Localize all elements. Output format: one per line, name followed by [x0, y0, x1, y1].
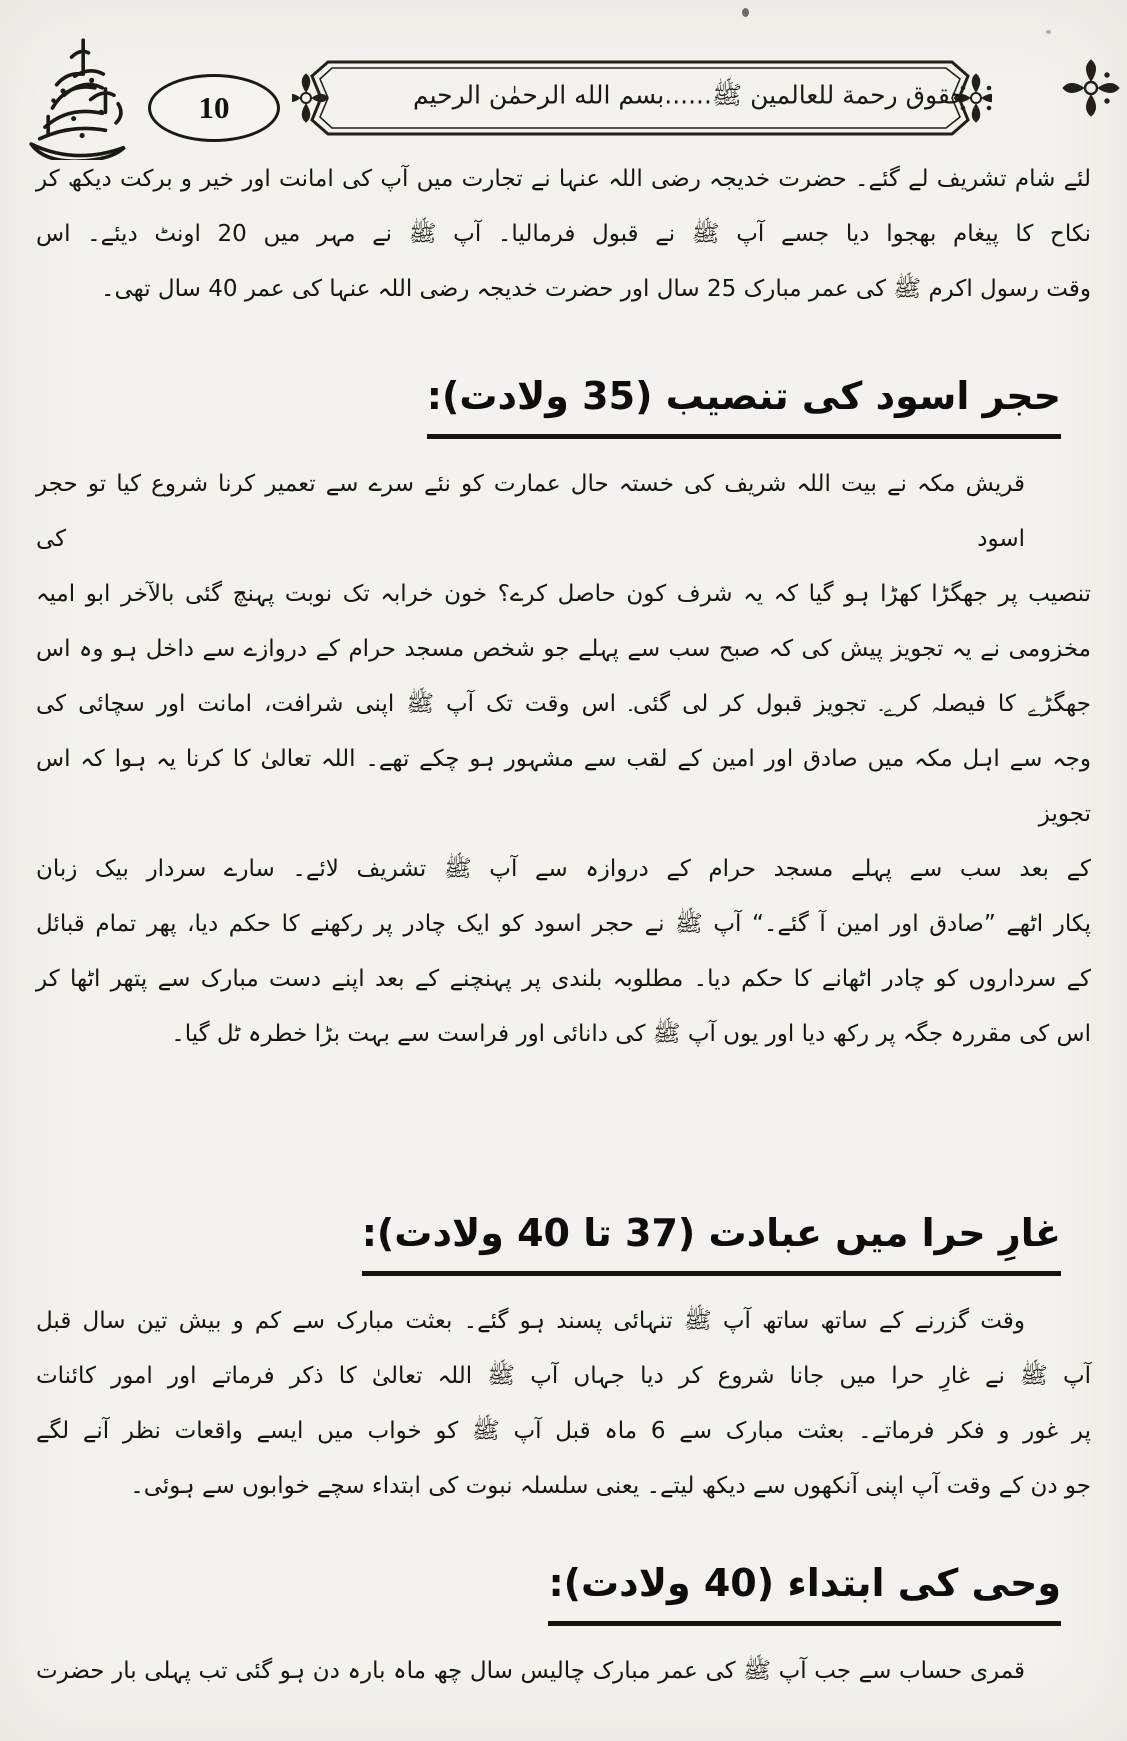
floral-ornament-icon [1051, 56, 1127, 120]
page-number-badge [148, 74, 280, 142]
text-line: جو دن کے وقت آپ اپنی آنکھوں سے دیکھ لیتے۔ یعنی سلسلہ نبوت کی ابتداء سچے خوابوں سے ہوئی۔ [130, 1473, 1091, 1499]
paragraph [36, 457, 1091, 1062]
section-intro [36, 152, 1091, 317]
header-banner [292, 54, 992, 142]
text-line: کے بعد سب سے پہلے مسجد حرام کے دروازہ سے آپ ﷺ تشریف لائے۔ سارے سردار بیک زبان [36, 856, 1091, 882]
text-line: لئے شام تشریف لے گئے۔ حضرت خدیجہ رضی اللہ عنہا نے تجارت میں آپ کی امانت اور خیر و برکت دیکھ کر [36, 166, 1091, 192]
text-line: وجہ سے اہل مکہ میں صادق اور امین کے لقب سے مشہور ہو چکے تھے۔ اللہ تعالیٰ کا کرنا یہ ہوا کہ اس تجویز [36, 746, 1091, 827]
scan-speckle [1046, 30, 1051, 34]
section-ghar-e-hira [36, 1202, 1091, 1514]
text-line: وقت گزرنے کے ساتھ ساتھ آپ ﷺ تنہائی پسند ہو گئے۔ بعثت مبارک سے کم و بیش تین سال قبل [36, 1308, 1025, 1334]
paragraph [36, 152, 1091, 317]
calligraphy-emblem [16, 38, 144, 160]
section-hajr-e-aswad [36, 365, 1091, 1062]
section-heading: وحی کی ابتداء (40 ولادت): [548, 1552, 1061, 1626]
text-line: اس کی مقررہ جگہ پر رکھ دیا اور یوں آپ ﷺ کی دانائی اور فراست سے بہت بڑا خطرہ ٹل گیا۔ [171, 1021, 1091, 1047]
text-line: قمری حساب سے جب آپ ﷺ کی عمر مبارک چالیس سال چھ ماہ بارہ دن ہو گئی تب پہلی بار حضرت [36, 1658, 1025, 1684]
text-line: جھگڑے کا فیصلہ کرے۔ تجویز قبول کر لی گئی۔ اس وقت تک آپ ﷺ اپنی شرافت، امانت اور سچائی کی [36, 691, 1091, 717]
paragraph [36, 1294, 1091, 1514]
text-line: وقت رسول اکرم ﷺ کی عمر مبارک 25 سال اور حضرت خدیجہ رضی اللہ عنہا کی عمر 40 سال تھی۔ [100, 276, 1091, 302]
text-line: پر غور و فکر فرماتے۔ بعثت مبارک سے 6 ماہ قبل آپ ﷺ کو خواب میں ایسے واقعات نظر آنے لگے [36, 1418, 1091, 1444]
text-line: نکاح کا پیغام بھجوا دیا جسے آپ ﷺ نے قبول فرمالیا۔ آپ ﷺ نے مہر میں 20 اونٹ دیئے۔ اس [36, 221, 1092, 247]
text-line: آپ ﷺ نے غارِ حرا میں جانا شروع کر دیا جہاں آپ ﷺ اللہ تعالیٰ کا ذکر فرماتے اور امور کائنات [36, 1363, 1091, 1389]
header-title: حقوق رحمة للعالمين ﷺ......بسم الله الرحمٰن الرحيم [412, 80, 966, 110]
scan-speckle [742, 8, 749, 17]
section-heading: حجر اسود کی تنصیب (35 ولادت): [427, 365, 1061, 439]
text-line: کے سرداروں کو چادر اٹھانے کا حکم دیا۔ مطلوبہ بلندی پر پہنچنے کے بعد اپنے دست مبارک سے پتھر اٹھا کر [36, 966, 1091, 992]
section-wahi-ibtida [36, 1552, 1091, 1699]
text-line: تنصیب پر جھگڑا کھڑا ہو گیا کہ یہ شرف کون حاصل کرے؟ خون خرابہ تک نوبت پہنچ گئی بالآخر ابو امیہ [36, 581, 1091, 607]
text-line: پکار اٹھے ”صادق اور امین آ گئے۔“ آپ ﷺ نے حجر اسود کو ایک چادر پر رکھنے کا حکم دیا، پھر تمام قبائل [36, 911, 1091, 937]
page-number: 10 [198, 90, 230, 125]
page-header [0, 0, 1127, 165]
section-heading: غارِ حرا میں عبادت (37 تا 40 ولادت): [362, 1202, 1061, 1276]
text-line: مخزومی نے یہ تجویز پیش کی کہ صبح سب سے پہلے جو شخص مسجد حرام کے دروازے سے داخل ہو وہ اس [36, 636, 1091, 662]
text-line: قریش مکہ نے بیت اللہ شریف کی خستہ حال عمارت کو نئے سرے سے تعمیر کرنا شروع کیا تو حجر اسود کی [36, 471, 1025, 552]
paragraph [36, 1644, 1091, 1699]
page-body [0, 152, 1127, 1699]
floral-ornament-icon [292, 74, 328, 122]
